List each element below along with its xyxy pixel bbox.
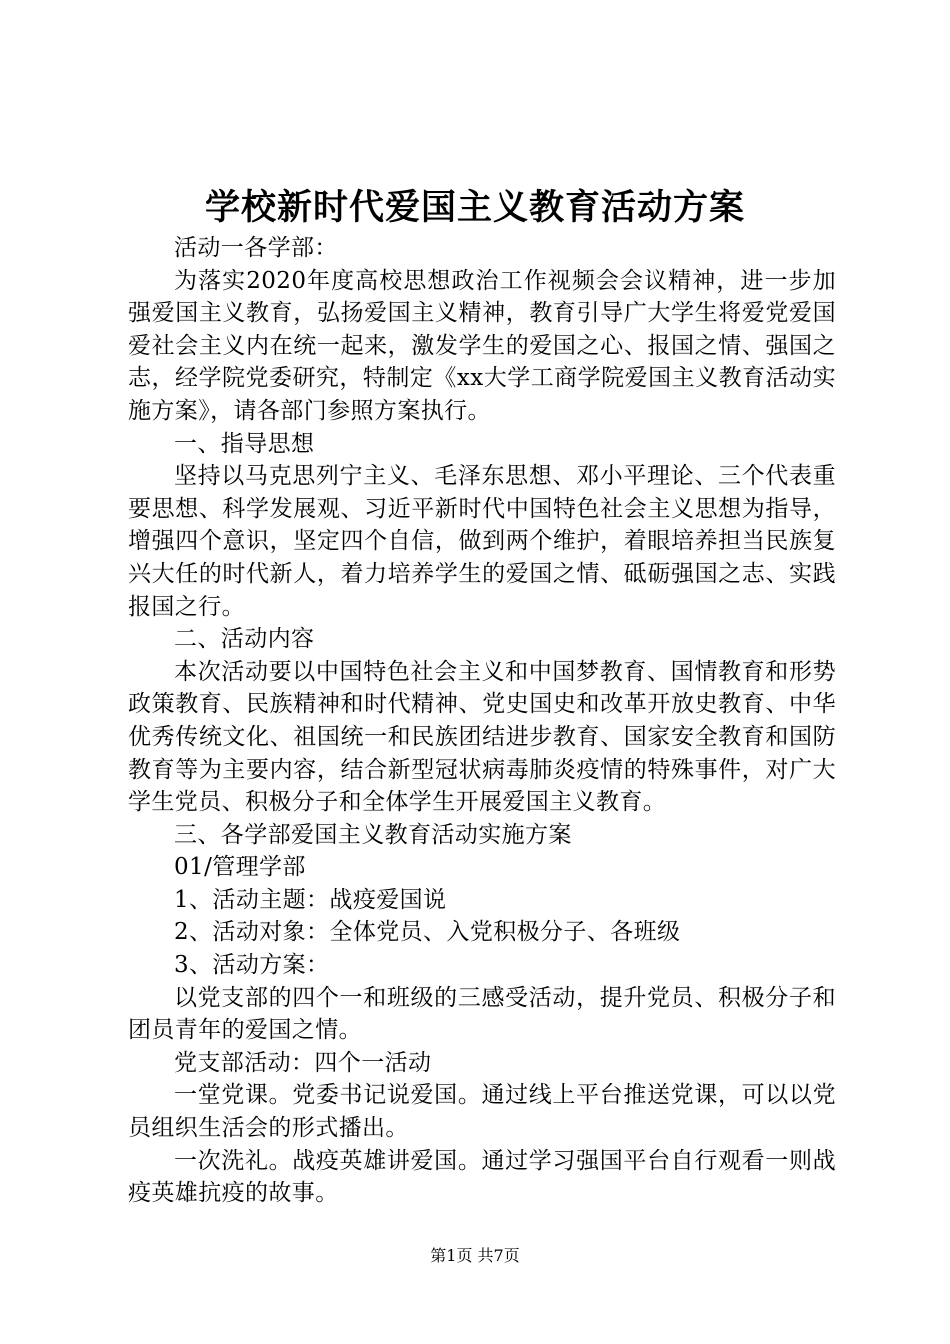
- paragraph-salutation: 活动一各学部：: [174, 235, 338, 261]
- subheading-management-department: 01/管理学部: [174, 854, 306, 881]
- paragraph-party-lesson: 一堂党课。党委书记说爱国。通过线上平台推送党课，可以以党员组织生活会的形式播出。: [128, 1082, 836, 1142]
- section-heading-activity-content: 二、活动内容: [174, 626, 315, 653]
- document-title: 学校新时代爱国主义教育活动方案: [204, 187, 745, 228]
- item-activity-plan: 3、活动方案：: [174, 952, 330, 979]
- section-heading-guiding-ideology: 一、指导思想: [174, 430, 315, 457]
- paragraph-party-branch-activity: 党支部活动：四个一活动: [174, 1049, 432, 1076]
- paragraph-activity-content: 本次活动要以中国特色社会主义和中国梦教育、国情教育和形势政策教育、民族精神和时代精神、党史国史和改革开放史教育、中华优秀传统文化、祖国统一和民族团结进步教育、国家安全教育和国防教育等为主要内容，结合新型冠状病毒肺炎疫情的特殊事件，对广大学生党员、积极分子和全体学生开展爱国主义教育。: [128, 658, 836, 816]
- paragraph-guiding-ideology: 坚持以马克思列宁主义、毛泽东思想、邓小平理论、三个代表重要思想、科学发展观、习近平新时代中国特色社会主义思想为指导，增强四个意识，坚定四个自信，做到两个维护，着眼培养担当民族复兴大任的时代新人，着力培养学生的爱国之情、砥砺强国之志、实践报国之行。: [128, 463, 836, 620]
- item-activity-target: 2、活动对象：全体党员、入党积极分子、各班级: [174, 919, 681, 946]
- page-footer: 第1页 共7页: [430, 1246, 520, 1265]
- paragraph-intro: 为落实2020年度高校思想政治工作视频会会议精神，进一步加强爱国主义教育，弘扬爱国主义精神，教育引导广大学生将爱党爱国爱社会主义内在统一起来，激发学生的爱国之心、报国之情、强国之志，经学院党委研究，特制定《xx大学工商学院爱国主义教育活动实施方案》，请各部门参照方案执行。: [128, 267, 836, 424]
- paragraph-plan-summary: 以党支部的四个一和班级的三感受活动，提升党员、积极分子和团员青年的爱国之情。: [128, 984, 836, 1044]
- document-body: [128, 232, 836, 1210]
- item-activity-theme: 1、活动主题：战疫爱国说: [174, 886, 447, 913]
- paragraph-baptism: 一次洗礼。战疫英雄讲爱国。通过学习强国平台自行观看一则战疫英雄抗疫的故事。: [128, 1147, 836, 1207]
- section-heading-implementation-plan: 三、各学部爱国主义教育活动实施方案: [174, 821, 572, 848]
